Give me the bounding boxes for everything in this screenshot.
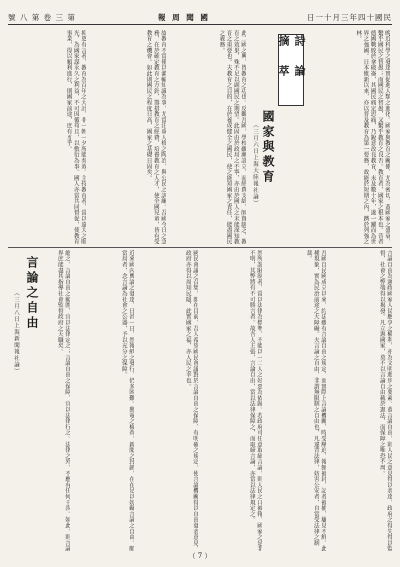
article1-column-c: 故教育不當僅以灌輸知識為事，尤當注重人格之陶冶，與公民之訓練。吾國今日之急務，在於確定教育之方針，籌措教育之經費，培養教育之人才，使全國兒童，皆有受教育之機會。如此則國民之程度日高，國家之基礎日固矣。 xyxy=(145,30,166,245)
page-number: （ 7 ） xyxy=(188,552,212,560)
article2-title: 言論之自由 xyxy=(25,256,39,331)
article1-column-a: 晚近科學之發達實促進人類之進化。國家與教育之關係，尤為密切。蓋國家之盛衰，繫乎國民之智愚；而國民之智愚，又繫乎教育之良否。教育者，國家之根本也。昔者德國戰敗於拿破崙，其國民痛定思痛，乃銳意改良教育，未及數十年，遂一躍而為世界之強國。日本維新以來，亦以普及教育為第一要務，故能於短期之內，躋於列強之林。 xyxy=(355,30,390,245)
article2-column-c: 然所謂限制者，當以法律為標準，不能以一二人之好惡為依歸。若政府可任意取締言論，則人民之口被箝，國家之是非不明，其弊將有不可勝言者。故吾人主張，言論自由，當以法律保障之，而取締言論，亦當以法律規定之。 xyxy=(248,250,262,552)
article1-column-d: 抑更有言者，教育為百年之大計，非一朝一夕所能奏效。主持教育者，當以遠大之眼光，為國家謀永久之利益，不可因循苟且，以敷衍為事。國人亦當共同督促，使教育事業，得以順利進行，則國家前途，庶有豸乎。 xyxy=(65,30,86,245)
article2-column-a: 言論自由為憲政國家人民應享之權利，亦為文明進步之要素。蓋言論自由，則人民之意見得以表達，政府之得失得以監督，社會之弊端得以揭發。凡立憲國家，莫不以言論自由載於憲法，而保障之唯恐不周。 xyxy=(378,250,392,552)
article1-column-b: 此二國之興，皆教育之功也。反觀吾國，學校雖漸設立，而經費支絀，師資缺乏，教育之效果，殊不足以副國民之期望。此固由於政局之不寧，亦由於國人之未能深知教育之重要也。夫教育之目的，在於養成健全之國民，使之能知國家之責任，能盡國民之義務。 xyxy=(218,30,246,245)
publication-name: 報 周 聞 國 xyxy=(158,13,210,22)
issue-date: 日一十月三年四十國民 xyxy=(307,13,392,22)
section-banner-text: 詩 論 摘 萃 xyxy=(277,35,306,79)
article-freedom-of-speech xyxy=(8,250,392,555)
issue-number: 號 八 第 卷 三 第 xyxy=(8,13,76,22)
article2-column-b: 吾國自民國成立以來，約法雖有言論自由之規定，而實際上言論機關，時受壓迫，報館被封，記者被捕，屢見不鮮。此種現象，實為民治前途之大障礙。夫言論之自由，非謂無限制之自由也，凡違背法律，妨害公安者，自當受法律之制裁。 xyxy=(305,250,326,552)
section-banner xyxy=(278,34,304,106)
row-divider xyxy=(8,247,392,248)
article2-column-d: 國民會議之召集，即在目前，吾人希望國民會議對於言論自由之保障，有明確之規定，使言論機關得以自由發表意見，政府亦得以周知民隱，此實國家之福，亦人民之幸也。 xyxy=(184,250,198,552)
article2-byline: （三月八日上海新聞報社論） xyxy=(13,290,19,375)
article1-title: 國家與教育 xyxy=(261,110,275,185)
article2-column-e: 近來國內輿論之發達，日甚一日，然報紙之發行，仍多困難。郵電之檢查，新聞之封鎖，在在足以妨礙言論之自由。願當局者，念言論為社會之公器，予以充分之保障。 xyxy=(120,250,134,552)
article1-byline: （三月六日上海大陸報社論） xyxy=(252,122,258,207)
article-national-education xyxy=(8,30,392,245)
page-header xyxy=(8,12,392,25)
article2-column-f: 總之，言論自由之範圍，宜以法律定之；言論自由之保障，宜以法律行之。法律之外，不應有任何干涉。如此，則言論界庶能盡其指導社會監督政府之天職矣。 xyxy=(56,250,70,552)
